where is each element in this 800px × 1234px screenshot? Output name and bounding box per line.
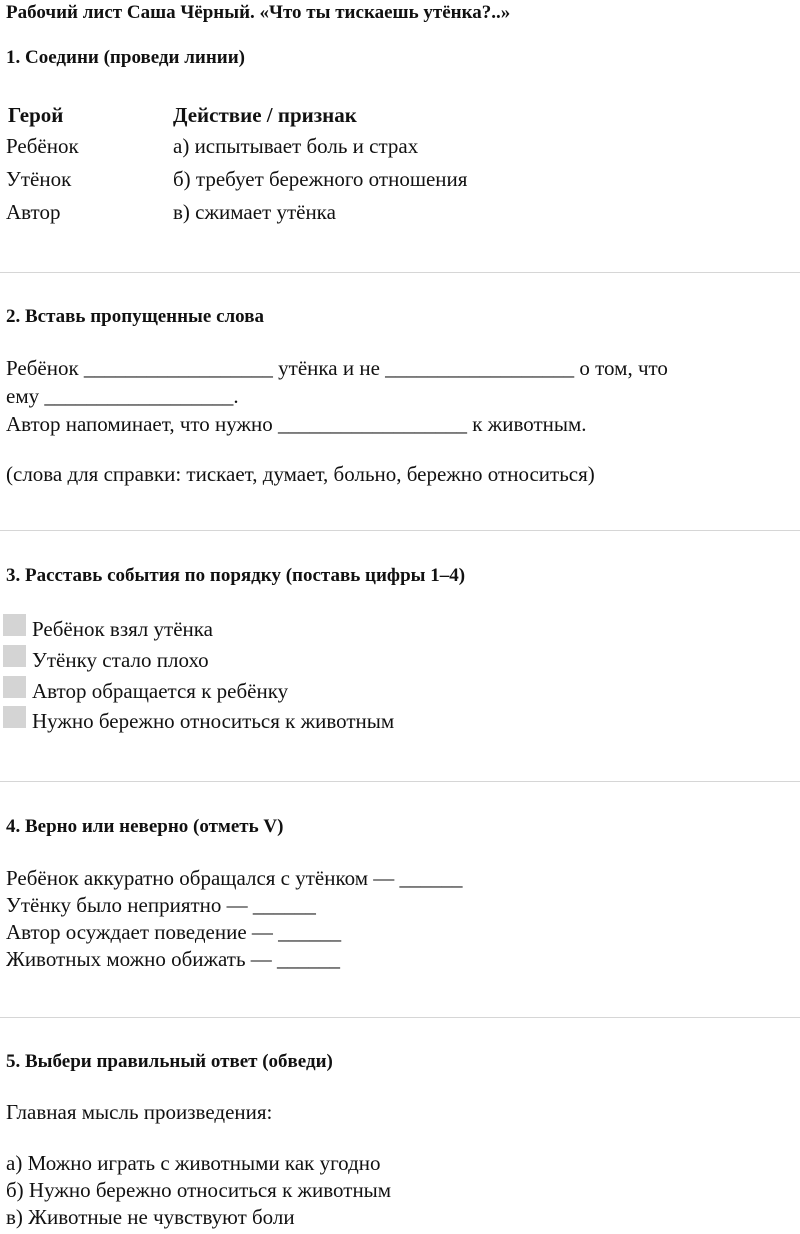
answer-option[interactable]: б) Нужно бережно относиться к животным [6, 1178, 392, 1202]
event-item: Ребёнок взял утёнка [32, 617, 213, 641]
fill-line: ему __________________. [6, 384, 239, 408]
divider [0, 272, 800, 273]
order-box[interactable] [3, 676, 26, 698]
hero-item: Автор [6, 200, 61, 224]
order-box[interactable] [3, 614, 26, 636]
col-header-action: Действие / признак [173, 103, 357, 127]
answer-option[interactable]: в) Животные не чувствуют боли [6, 1205, 295, 1229]
action-item: а) испытывает боль и страх [173, 134, 419, 158]
fill-line: Ребёнок __________________ утёнка и не __________________ о том, что [6, 356, 668, 380]
answer-option[interactable]: а) Можно играть с животными как угодно [6, 1151, 381, 1175]
divider [0, 1017, 800, 1018]
order-box[interactable] [3, 706, 26, 728]
section-3-heading: 3. Расставь события по порядку (поставь цифры 1–4) [6, 565, 466, 586]
section-1-heading: 1. Соедини (проведи линии) [6, 47, 246, 68]
statement-item: Утёнку было неприятно — ______ [6, 893, 316, 917]
statement-item: Ребёнок аккуратно обращался с утёнком — ______ [6, 866, 463, 890]
divider [0, 781, 800, 782]
fill-line: Автор напоминает, что нужно __________________ к животным. [6, 412, 587, 436]
statement-item: Животных можно обижать — ______ [6, 947, 341, 971]
section-2-heading: 2. Вставь пропущенные слова [6, 306, 264, 327]
worksheet-title: Рабочий лист Саша Чёрный. «Что ты тискаешь утёнка?..» [6, 2, 511, 23]
col-header-hero: Герой [8, 103, 64, 127]
event-item: Утёнку стало плохо [32, 648, 209, 672]
divider [0, 530, 800, 531]
word-hint: (слова для справки: тискает, думает, больно, бережно относиться) [6, 462, 595, 486]
order-box[interactable] [3, 645, 26, 667]
hero-item: Ребёнок [6, 134, 79, 158]
section-4-heading: 4. Верно или неверно (отметь V) [6, 816, 284, 837]
hero-item: Утёнок [6, 167, 72, 191]
section-5-heading: 5. Выбери правильный ответ (обведи) [6, 1051, 333, 1072]
question-text: Главная мысль произведения: [6, 1100, 273, 1124]
event-item: Автор обращается к ребёнку [32, 679, 289, 703]
statement-item: Автор осуждает поведение — ______ [6, 920, 342, 944]
action-item: в) сжимает утёнка [173, 200, 336, 224]
action-item: б) требует бережного отношения [173, 167, 468, 191]
event-item: Нужно бережно относиться к животным [32, 709, 395, 733]
